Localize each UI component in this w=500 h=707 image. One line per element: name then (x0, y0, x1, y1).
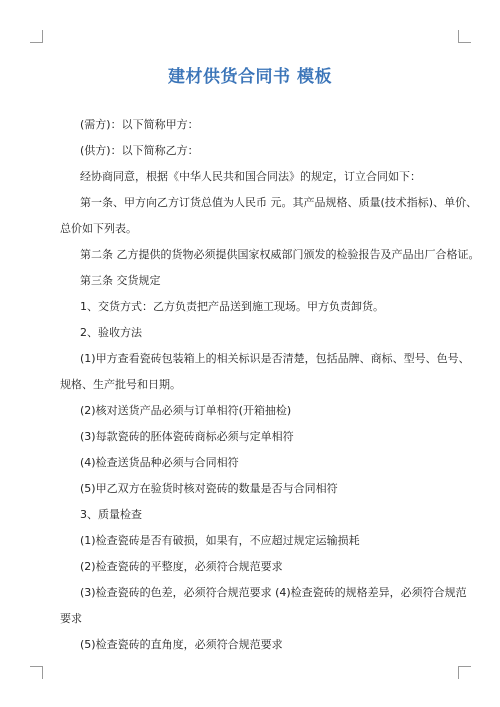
crop-mark-bottom-left (30, 666, 43, 679)
paragraph-acceptance-3: (3)每款瓷砖的胚体瓷砖商标必须与定单相符 (80, 430, 294, 443)
paragraph-article-2: 第二条 乙方提供的货物必须提供国家权威部门颁发的检验报告及产品出厂合格证。 (80, 248, 480, 261)
paragraph-acceptance-5: (5)甲乙双方在验货时核对瓷砖的数量是否与合同相符 (80, 482, 338, 495)
paragraph-article-1: 第一条、甲方向乙方订货总值为人民币 元。其产品规格、质量(技术指标)、单价、 (80, 196, 478, 209)
paragraph-acceptance-heading: 2、验收方法 (80, 326, 142, 339)
paragraph-quality-2: (2)检查瓷砖的平整度，必须符合规范要求 (80, 560, 283, 573)
paragraph-preamble: 经协商同意，根据《中华人民共和国合同法》的规定，订立合同如下： (80, 170, 421, 183)
paragraph-quality-heading: 3、质量检查 (80, 508, 142, 521)
paragraph-acceptance-1-cont: 规格、生产批号和日期。 (60, 378, 181, 391)
paragraph-acceptance-2: (2)核对送货产品必须与订单相符(开箱抽检) (80, 404, 292, 417)
paragraph-quality-3-4: (3)检查瓷砖的色差，必须符合规范要求 (4)检查瓷砖的规格差异，必须符合规范 (80, 586, 467, 599)
paragraph-acceptance-4: (4)检查送货品种必须与合同相符 (80, 456, 239, 469)
document-body (60, 112, 480, 658)
document-title: 建材供货合同书 模板 (168, 67, 332, 87)
crop-mark-top-right (458, 30, 471, 43)
paragraph-quality-1: (1)检查瓷砖是否有破损，如果有，不应超过规定运输损耗 (80, 534, 360, 547)
crop-mark-bottom-right (458, 666, 471, 679)
paragraph-party-b: (供方)：以下简称乙方： (80, 144, 199, 157)
paragraph-article-1-cont: 总价如下列表。 (60, 222, 137, 235)
paragraph-article-3: 第三条 交货规定 (80, 274, 161, 287)
paragraph-quality-5: (5)检查瓷砖的直角度，必须符合规范要求 (80, 638, 283, 651)
paragraph-acceptance-1: (1)甲方查看瓷砖包装箱上的相关标识是否清楚，包括品牌、商标、型号、色号、 (80, 352, 470, 365)
paragraph-party-a: (需方)：以下简称甲方： (80, 118, 199, 131)
paragraph-quality-3-4-cont: 要求 (60, 612, 82, 625)
paragraph-delivery-method: 1、交货方式：乙方负责把产品送到施工现场。甲方负责卸货。 (80, 300, 384, 313)
crop-mark-top-left (30, 30, 43, 43)
